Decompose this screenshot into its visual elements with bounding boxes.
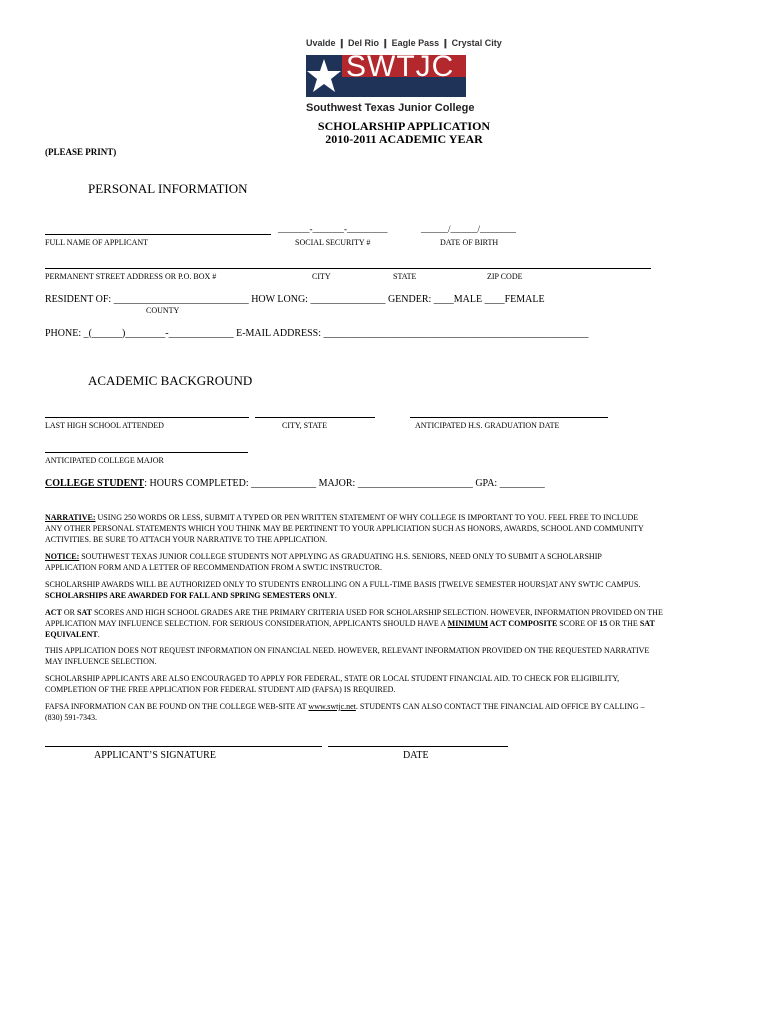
ssn-label: SOCIAL SECURITY # <box>295 238 371 247</box>
signature-date-field[interactable] <box>328 746 508 747</box>
full-name-field[interactable] <box>45 234 271 235</box>
ssn-field[interactable]: _______-_______-_________ <box>278 224 388 234</box>
form-year: 2010-2011 ACADEMIC YEAR <box>325 132 483 146</box>
college-student-line[interactable] <box>45 478 545 489</box>
fafsa-rest: . STUDENTS CAN ALSO CONTACT THE FINANCIAL AID OFFICE BY CALLING – (830) 591-7343. <box>45 702 645 722</box>
website-link[interactable]: www.swtjc.net <box>308 702 356 711</box>
zip-label: ZIP CODE <box>487 272 523 281</box>
signature-label: APPLICANT’S SIGNATURE <box>94 750 216 761</box>
county-label: COUNTY <box>146 306 180 315</box>
address-field[interactable] <box>45 268 651 269</box>
city-label: CITY <box>312 272 331 281</box>
act-label: ACT <box>45 608 62 617</box>
sat-equivalent-label: SAT EQUIVALENT <box>45 619 655 639</box>
college-student-fields[interactable]: : HOURS COMPLETED: _____________ MAJOR: _______________________ GPA: _________ <box>144 478 545 489</box>
swtjc-logo <box>300 38 502 118</box>
high-school-label: LAST HIGH SCHOOL ATTENDED <box>45 421 164 430</box>
phone-email-line[interactable]: PHONE: _(______)________-_____________ E-MAIL ADDRESS: _____________________________________________________ <box>45 328 589 339</box>
signature-date-label: DATE <box>403 750 429 761</box>
high-school-field[interactable] <box>45 417 249 418</box>
city-state-label: CITY, STATE <box>282 421 327 430</box>
awards-bold: SCHOLARSHIPS ARE AWARDED FOR FALL AND SPRING SEMESTERS ONLY <box>45 591 335 600</box>
criteria-end: . <box>97 630 100 639</box>
notice-paragraph <box>45 551 645 573</box>
college-major-label: ANTICIPATED COLLEGE MAJOR <box>45 456 164 465</box>
dob-field[interactable]: ______/______/________ <box>421 224 517 234</box>
logo-college-name: Southwest Texas Junior College <box>306 102 475 114</box>
score-of: SCORE OF <box>557 619 600 628</box>
criteria-paragraph <box>45 607 665 640</box>
graduation-date-label: ANTICIPATED H.S. GRADUATION DATE <box>415 421 560 430</box>
awards-paragraph <box>45 579 645 601</box>
please-print-note: (PLEASE PRINT) <box>45 147 117 157</box>
narrative-label: NARRATIVE: <box>45 513 96 522</box>
narrative-text: USING 250 WORDS OR LESS, SUBMIT A TYPED OR PEN WRITTEN STATEMENT OF WHY COLLEGE IS IMPORTANT TO YOU. FEEL FREE TO INCLUDE ANY OTHER PERSONAL STATEMENTS WHICH YOU THINK MAY BE PERTINENT TO YOUR APPLICIATION SUCH AS HONORS, AWARDS, SCHOOL AND COMMUNITY ACTIVITIES. BE SURE TO ATTACH YOUR NARRATIVE TO THE APPLICATION. <box>45 513 644 544</box>
hs-city-state-field[interactable] <box>255 417 375 418</box>
awards-end: . <box>334 591 337 600</box>
section-title-academic: ACADEMIC BACKGROUND <box>88 373 253 388</box>
criteria-or-the: OR THE <box>607 619 640 628</box>
criteria-or: OR <box>61 608 78 617</box>
financial-need-paragraph: THIS APPLICATION DOES NOT REQUEST INFORMATION ON FINANCIAL NEED. HOWEVER, RELEVANT INFORMATION PROVIDED ON THE REQUESTED NARRATIVE MAY INFLUENCE SELECTION. <box>45 646 650 666</box>
notice-text: SOUTHWEST TEXAS JUNIOR COLLEGE STUDENTS NOT APPLYING AS GRADUATING H.S. SENIORS, NEED ONLY TO SUBMIT A SCHOLARSHIP APPLICATION FORM AND A LETTER OF RECOMMENDATION FROM A SWTJC INSTRUCTOR. <box>45 552 602 572</box>
fafsa-text: FAFSA INFORMATION CAN BE FOUND ON THE COLLEGE WEB-SITE AT <box>45 702 309 711</box>
state-label: STATE <box>393 272 417 281</box>
section-title-personal: PERSONAL INFORMATION <box>88 181 248 196</box>
notice-label: NOTICE: <box>45 552 80 561</box>
minimum-label: MINIMUM <box>447 619 489 628</box>
logo-mark: SWTJC <box>346 50 455 83</box>
college-major-field[interactable] <box>45 452 248 453</box>
sat-label: SAT <box>77 608 92 617</box>
score-value: 15 <box>599 619 608 628</box>
narrative-paragraph <box>45 512 645 545</box>
fafsa-paragraph <box>45 701 645 723</box>
awards-text: SCHOLARSHIP AWARDS WILL BE AUTHORIZED ONLY TO STUDENTS ENROLLING ON A FULL-TIME BASIS [TWELVE SEMESTER HOURS]AT ANY SWTJC CAMPUS. <box>45 580 641 589</box>
college-student-label: COLLEGE STUDENT <box>45 478 145 489</box>
dob-label: DATE OF BIRTH <box>440 238 499 247</box>
act-composite-label: ACT COMPOSITE <box>488 619 558 628</box>
graduation-date-field[interactable] <box>410 417 608 418</box>
address-label: PERMANENT STREET ADDRESS OR P.O. BOX # <box>45 272 217 281</box>
campus-list: Uvalde ❙ Del Rio ❙ Eagle Pass ❙ Crystal City <box>306 38 502 48</box>
form-title: SCHOLARSHIP APPLICATION <box>317 119 491 133</box>
financial-aid-paragraph: SCHOLARSHIP APPLICANTS ARE ALSO ENCOURAGED TO APPLY FOR FEDERAL, STATE OR LOCAL STUDENT FINANCIAL AID. TO CHECK FOR ELIGIBILITY, COMPLETION OF THE FREE APPLICATION FOR FEDERAL STUDENT AID (FAFSA) IS REQUIRED. <box>45 674 620 694</box>
full-name-label: FULL NAME OF APPLICANT <box>45 238 149 247</box>
signature-field[interactable] <box>45 746 322 747</box>
resident-gender-line[interactable]: RESIDENT OF: ___________________________ HOW LONG: _______________ GENDER: ____MALE ____FEMALE <box>45 294 545 305</box>
criteria-text: SCORES AND HIGH SCHOOL GRADES ARE THE PRIMARY CRITERIA USED FOR SCHOLARSHIP SELECTION. HOWEVER, INFORMATION PROVIDED ON THE APPLICATION MAY INFLUENCE SELECTION. FOR SERIOUS CONSIDERATION, APPLICANTS SHOULD HAVE A <box>45 608 663 628</box>
